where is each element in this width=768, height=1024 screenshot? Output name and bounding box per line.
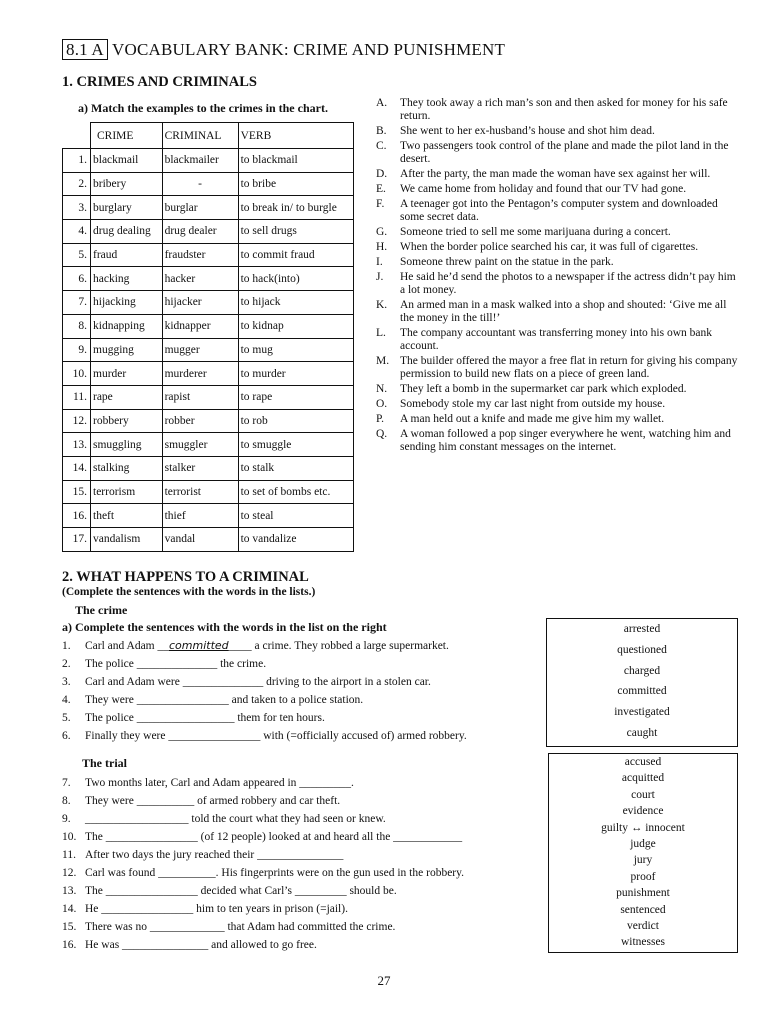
- row-number: 5.: [63, 243, 91, 267]
- verb-cell: to bribe: [238, 172, 353, 196]
- header-crime: CRIME: [91, 123, 163, 149]
- row-number: 9.: [63, 338, 91, 362]
- verb-cell: to stalk: [238, 456, 353, 480]
- criminal-cell: rapist: [162, 385, 238, 409]
- list-item: [376, 327, 738, 353]
- verb-cell: to rape: [238, 385, 353, 409]
- sentence-number: 9.: [62, 813, 71, 825]
- list-item: [376, 140, 738, 166]
- sentence-number: 2.: [62, 658, 71, 670]
- word-item: accused: [624, 756, 662, 768]
- criminal-cell: vandal: [162, 528, 238, 552]
- sentence-text: After two days the jury reached their _______________: [85, 849, 344, 861]
- row-number: 13.: [63, 433, 91, 457]
- crime-cell: hacking: [91, 267, 163, 291]
- sentence-number: 11.: [62, 849, 76, 861]
- example-text: He said he’d send the photos to a newspaper if the actress didn’t pay him a lot money.: [400, 271, 736, 297]
- section1-instruction: a) Match the examples to the crimes in the chart.: [78, 101, 328, 115]
- table-row: [63, 338, 354, 362]
- sentence-item: [62, 864, 464, 882]
- section2-instruction: a) Complete the sentences with the words in the list on the right: [62, 620, 387, 634]
- criminal-cell: murderer: [162, 362, 238, 386]
- handwritten-answer: committed: [169, 639, 229, 652]
- section2-subheading: (Complete the sentences with the words in the lists.): [62, 586, 316, 598]
- example-text: A man held out a knife and made me give him my wallet.: [400, 412, 665, 425]
- sentence-item: [62, 691, 467, 709]
- crime-cell: fraud: [91, 243, 163, 267]
- word-item: guilty ↔ innocent: [601, 821, 685, 834]
- list-item: [376, 383, 738, 396]
- example-text: She went to her ex-husband’s house and shot him dead.: [400, 124, 655, 137]
- section2-heading: 2. WHAT HAPPENS TO A CRIMINAL: [62, 569, 309, 585]
- sentence-item: [62, 882, 464, 900]
- example-text: Someone tried to sell me some marijuana during a concert.: [400, 225, 671, 238]
- table-row: [63, 456, 354, 480]
- list-item: [376, 183, 738, 196]
- sentence-number: 6.: [62, 730, 71, 742]
- list-item: [376, 271, 738, 297]
- verb-cell: to hack(into): [238, 267, 353, 291]
- sentence-item: [62, 637, 467, 655]
- crime-cell: terrorism: [91, 480, 163, 504]
- list-item: [376, 428, 738, 454]
- sentence-item: [62, 828, 464, 846]
- crime-word-list: [546, 618, 738, 747]
- criminal-cell: -: [162, 172, 238, 196]
- word-item: evidence: [622, 805, 664, 818]
- sentence-item: [62, 918, 464, 936]
- crime-cell: smuggling: [91, 433, 163, 457]
- table-row: [63, 172, 354, 196]
- crime-cell: drug dealing: [91, 220, 163, 244]
- crime-cell: mugging: [91, 338, 163, 362]
- sentence-number: 5.: [62, 712, 71, 724]
- crime-cell: robbery: [91, 409, 163, 433]
- row-number: 8.: [63, 314, 91, 338]
- verb-cell: to break in/ to burgle: [238, 196, 353, 220]
- table-row: [63, 220, 354, 244]
- criminal-cell: stalker: [162, 456, 238, 480]
- table-row: [63, 504, 354, 528]
- example-letter: D.: [376, 167, 388, 180]
- example-letter: B.: [376, 124, 387, 137]
- example-letter: M.: [376, 354, 390, 367]
- examples-list: [376, 97, 738, 456]
- criminal-cell: burglar: [162, 196, 238, 220]
- table-row: [63, 480, 354, 504]
- list-item: [376, 355, 738, 381]
- word-item: witnesses: [620, 936, 666, 949]
- example-letter: E.: [376, 182, 386, 195]
- example-letter: I.: [376, 256, 383, 269]
- crime-cell: kidnapping: [91, 314, 163, 338]
- title-text: VOCABULARY BANK: CRIME AND PUNISHMENT: [112, 40, 506, 59]
- sentence-item: [62, 673, 467, 691]
- crime-cell: stalking: [91, 456, 163, 480]
- trial-sentences: [62, 774, 464, 954]
- word-item: arrested: [623, 623, 661, 635]
- sentence-number: 12.: [62, 867, 77, 879]
- list-item: [376, 168, 738, 181]
- example-letter: L.: [376, 327, 386, 340]
- list-item: [376, 125, 738, 138]
- table-row: [63, 385, 354, 409]
- table-row: [63, 149, 354, 173]
- word-item: proof: [630, 870, 656, 883]
- verb-cell: to sell drugs: [238, 220, 353, 244]
- sentence-item: [62, 655, 467, 673]
- verb-cell: to murder: [238, 362, 353, 386]
- sentence-number: 1.: [62, 640, 71, 652]
- sentence-text: He ________________ him to ten years in prison (=jail).: [85, 903, 348, 915]
- sentence-text: They were __________ of armed robbery and car theft.: [85, 795, 341, 807]
- row-number: 3.: [63, 196, 91, 220]
- row-number: 11.: [63, 385, 91, 409]
- table-row: [63, 528, 354, 552]
- crime-cell: murder: [91, 362, 163, 386]
- example-text: Someone threw paint on the statue in the park.: [400, 256, 614, 269]
- trial-subtitle: The trial: [82, 756, 127, 770]
- sentence-item: [62, 727, 467, 745]
- row-number: 7.: [63, 291, 91, 315]
- word-item: charged: [623, 664, 661, 677]
- criminal-cell: kidnapper: [162, 314, 238, 338]
- example-text: An armed man in a mask walked into a shop and shouted: ‘Give me all the money in the till!’: [400, 299, 727, 324]
- page-title: [62, 40, 505, 60]
- example-letter: A.: [376, 97, 388, 109]
- sentence-number: 7.: [62, 777, 71, 789]
- sentence-text: The ________________ decided what Carl’s _________ should be.: [85, 885, 397, 897]
- table-row: [63, 362, 354, 386]
- sentence-item: [62, 900, 464, 918]
- sentence-number: 8.: [62, 795, 71, 807]
- list-item: [376, 398, 738, 411]
- crime-cell: rape: [91, 385, 163, 409]
- example-letter: Q.: [376, 428, 388, 441]
- header-verb: VERB: [238, 123, 353, 149]
- list-item: [376, 97, 738, 123]
- criminal-cell: blackmailer: [162, 149, 238, 173]
- crime-cell: burglary: [91, 196, 163, 220]
- row-number: 6.: [63, 267, 91, 291]
- example-letter: C.: [376, 139, 387, 152]
- sentence-number: 3.: [62, 676, 71, 688]
- header-num: [63, 123, 91, 149]
- crime-cell: theft: [91, 504, 163, 528]
- row-number: 10.: [63, 362, 91, 386]
- word-item: acquitted: [621, 772, 665, 785]
- example-text: Somebody stole my car last night from outside my house.: [400, 397, 666, 410]
- word-item: committed: [617, 685, 667, 698]
- list-item: [376, 256, 738, 269]
- crime-cell: hijacking: [91, 291, 163, 315]
- criminal-cell: thief: [162, 504, 238, 528]
- word-item: investigated: [614, 706, 670, 719]
- example-letter: N.: [376, 382, 388, 395]
- criminal-cell: robber: [162, 409, 238, 433]
- example-letter: J.: [376, 271, 384, 284]
- example-text: After the party, the man made the woman have sex against her will.: [400, 167, 711, 180]
- example-text: They left a bomb in the supermarket car park which exploded.: [400, 382, 687, 395]
- crimes-table: [62, 122, 354, 552]
- sentence-text: __________________ told the court what they had seen or knew.: [85, 813, 386, 825]
- sentence-text: He was _______________ and allowed to go free.: [85, 939, 317, 951]
- row-number: 16.: [63, 504, 91, 528]
- table-row: [63, 267, 354, 291]
- sentence-text: Carl and Adam were ______________ driving to the airport in a stolen car.: [85, 676, 431, 688]
- example-text: Two passengers took control of the plane and made the pilot land in the desert.: [400, 139, 729, 165]
- example-letter: O.: [376, 397, 388, 410]
- criminal-cell: smuggler: [162, 433, 238, 457]
- table-row: [63, 196, 354, 220]
- sentence-item: [62, 936, 464, 954]
- crime-subtitle: The crime: [75, 603, 128, 617]
- example-text: The company accountant was transferring money into his own bank account.: [400, 327, 713, 352]
- header-criminal: CRIMINAL: [162, 123, 238, 149]
- word-item: caught: [626, 726, 658, 739]
- list-item: [376, 198, 738, 224]
- example-letter: G.: [376, 225, 388, 238]
- row-number: 15.: [63, 480, 91, 504]
- trial-word-list: [548, 753, 738, 953]
- verb-cell: to rob: [238, 409, 353, 433]
- sentence-text: Finally they were ________________ with (=officially accused of) armed robbery.: [85, 730, 467, 742]
- word-item: jury: [633, 854, 653, 867]
- example-letter: P.: [376, 412, 384, 425]
- example-text: When the border police searched his car, it was full of cigarettes.: [400, 241, 699, 254]
- criminal-cell: terrorist: [162, 480, 238, 504]
- example-letter: H.: [376, 241, 388, 254]
- criminal-cell: hacker: [162, 267, 238, 291]
- table-row: [63, 433, 354, 457]
- crime-cell: blackmail: [91, 149, 163, 173]
- table-row: [63, 243, 354, 267]
- example-letter: F.: [376, 198, 385, 211]
- verb-cell: to blackmail: [238, 149, 353, 173]
- sentence-item: [62, 774, 464, 792]
- word-item: punishment: [616, 887, 670, 900]
- verb-cell: to commit fraud: [238, 243, 353, 267]
- list-item: [376, 413, 738, 426]
- sentence-text: The police ______________ the crime.: [85, 658, 267, 670]
- row-number: 12.: [63, 409, 91, 433]
- word-item: questioned: [617, 643, 667, 656]
- sentence-number: 13.: [62, 885, 77, 897]
- crime-sentences: [62, 637, 467, 745]
- example-letter: K.: [376, 299, 388, 312]
- sentence-text: Carl was found __________. His fingerprints were on the gun used in the robbery.: [85, 867, 465, 879]
- example-text: A teenager got into the Pentagon’s computer system and downloaded some secret data.: [400, 198, 718, 223]
- sentence-item: [62, 810, 464, 828]
- table-row: [63, 314, 354, 338]
- sentence-text: They were ________________ and taken to a police station.: [85, 694, 364, 706]
- example-text: They took away a rich man’s son and then asked for money for his safe return.: [400, 97, 728, 122]
- sentence-number: 16.: [62, 939, 77, 951]
- verb-cell: to vandalize: [238, 528, 353, 552]
- example-text: We came home from holiday and found that our TV had gone.: [400, 182, 687, 195]
- table-header-row: [63, 123, 354, 149]
- page-number: 27: [377, 973, 391, 988]
- crime-cell: bribery: [91, 172, 163, 196]
- criminal-cell: hijacker: [162, 291, 238, 315]
- sentence-number: 15.: [62, 921, 77, 933]
- sentence-item: [62, 709, 467, 727]
- sentence-number: 10.: [62, 831, 77, 843]
- example-text: A woman followed a pop singer everywhere he went, watching him and sending him constant messages on the internet.: [400, 428, 731, 453]
- section1-heading: 1. CRIMES AND CRIMINALS: [62, 74, 257, 90]
- verb-cell: to smuggle: [238, 433, 353, 457]
- word-item: judge: [630, 838, 656, 851]
- table-row: [63, 291, 354, 315]
- word-item: verdict: [627, 920, 659, 933]
- criminal-cell: mugger: [162, 338, 238, 362]
- list-item: [376, 299, 738, 325]
- word-item: court: [631, 788, 655, 801]
- row-number: 4.: [63, 220, 91, 244]
- verb-cell: to kidnap: [238, 314, 353, 338]
- list-item: [376, 241, 738, 254]
- example-text: The builder offered the mayor a free flat in return for giving his company permission to build new flats on a piece of green land.: [400, 354, 738, 380]
- row-number: 2.: [63, 172, 91, 196]
- sentence-text: ____ a crime. They robbed a large supermarket.: [228, 640, 449, 652]
- list-item: [376, 226, 738, 239]
- sentence-text: Two months later, Carl and Adam appeared in _________.: [85, 777, 354, 789]
- verb-cell: to steal: [238, 504, 353, 528]
- verb-cell: to set of bombs etc.: [238, 480, 353, 504]
- sentence-number: 14.: [62, 903, 77, 915]
- crime-cell: vandalism: [91, 528, 163, 552]
- sentence-text: There was no _____________ that Adam had committed the crime.: [85, 921, 396, 933]
- sentence-text: Carl and Adam __: [85, 640, 169, 652]
- criminal-cell: fraudster: [162, 243, 238, 267]
- sentence-text: The ________________ (of 12 people) looked at and heard all the ____________: [85, 831, 463, 843]
- sentence-item: [62, 846, 464, 864]
- row-number: 17.: [63, 528, 91, 552]
- word-item: sentenced: [620, 903, 666, 916]
- criminal-cell: drug dealer: [162, 220, 238, 244]
- title-box: 8.1 A: [62, 39, 108, 60]
- row-number: 14.: [63, 456, 91, 480]
- sentence-number: 4.: [62, 694, 71, 706]
- verb-cell: to mug: [238, 338, 353, 362]
- verb-cell: to hijack: [238, 291, 353, 315]
- sentence-text: The police _________________ them for ten hours.: [85, 712, 325, 724]
- table-row: [63, 409, 354, 433]
- sentence-item: [62, 792, 464, 810]
- row-number: 1.: [63, 149, 91, 173]
